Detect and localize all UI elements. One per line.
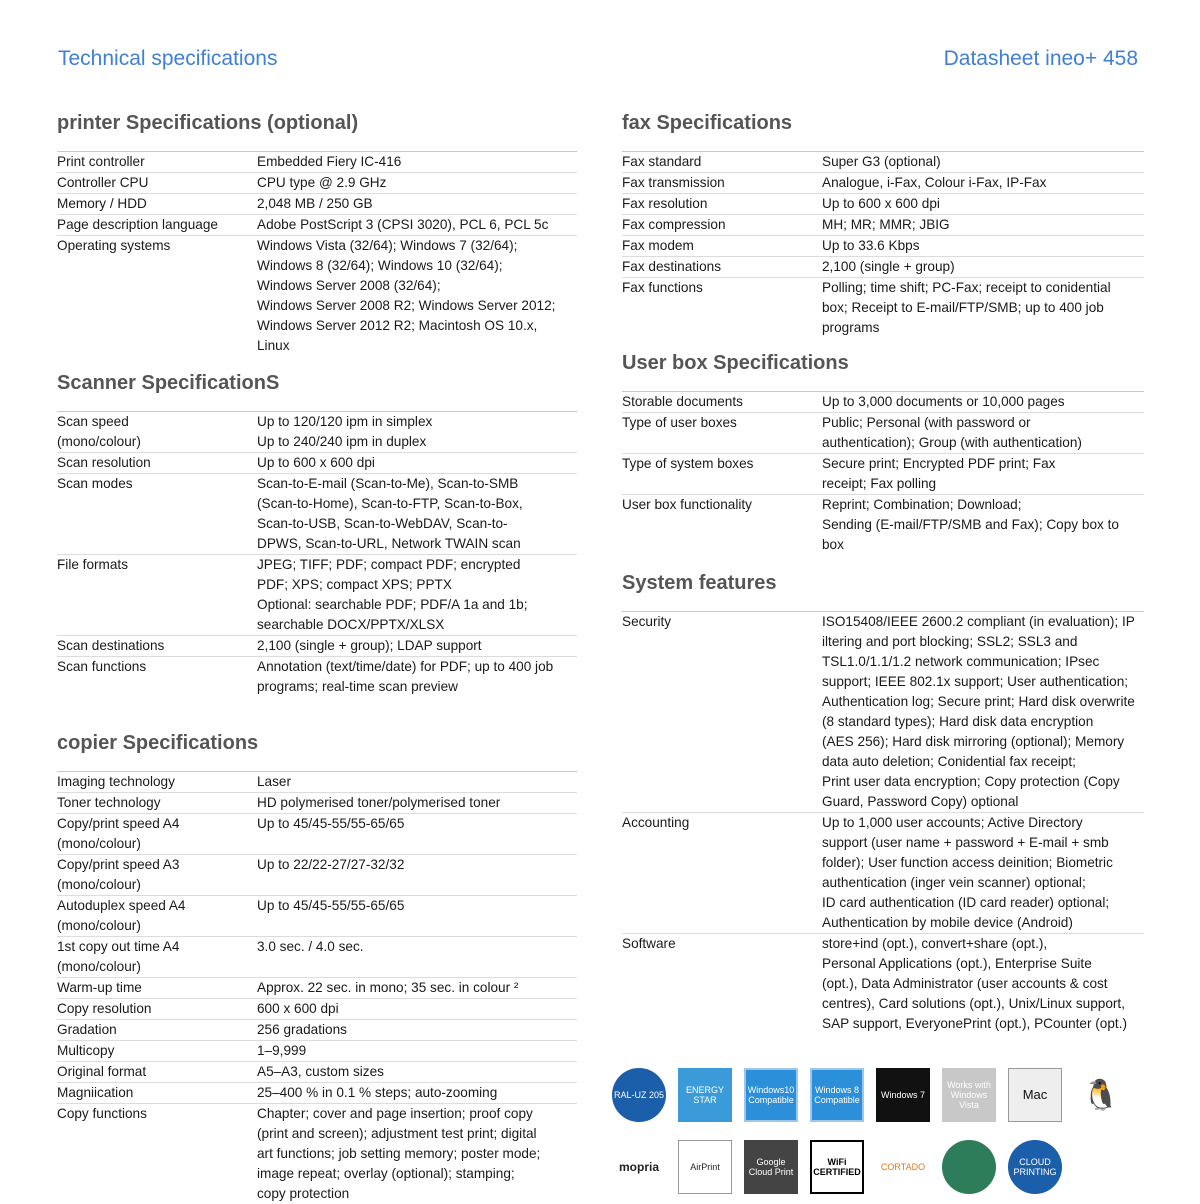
spec-row bbox=[57, 474, 577, 555]
mac-logo bbox=[1008, 1068, 1062, 1122]
logo-label: Mac bbox=[1022, 1087, 1048, 1102]
spec-label: Memory / HDD bbox=[57, 196, 147, 211]
logo-row bbox=[612, 1140, 1074, 1194]
spec-value: 3.0 sec. / 4.0 sec. bbox=[257, 939, 364, 954]
google-cloud-print-logo bbox=[744, 1140, 798, 1194]
spec-row bbox=[622, 495, 1144, 555]
spec-value: Up to 1,000 user accounts; Active Directory support (user name + password + E-mail + smb folder); User function access deinition; Biometric authentication (inger vein scanner) optional; ID card authentication (ID card reader) optional; Authentication by mobile device (Android) bbox=[822, 815, 1113, 930]
spec-row bbox=[57, 215, 577, 236]
spec-row bbox=[57, 1104, 577, 1204]
spec-label: Type of system boxes bbox=[622, 456, 754, 471]
spec-value: JPEG; TIFF; PDF; compact PDF; encrypted PDF; XPS; compact XPS; PPTX Optional: searchable PDF; PDF/A 1a and 1b; searchable DOCX/PPTX/XLSX bbox=[257, 557, 528, 632]
spec-label: Scan resolution bbox=[57, 455, 151, 470]
logo-label: CLOUD PRINTING bbox=[1013, 1157, 1057, 1177]
spec-label: Toner technology bbox=[57, 795, 161, 810]
spec-value: Secure print; Encrypted PDF print; Fax receipt; Fax polling bbox=[822, 456, 1056, 491]
eco-friendly-logo bbox=[942, 1140, 996, 1194]
spec-table bbox=[622, 611, 1144, 1034]
section-title: System features bbox=[622, 572, 777, 594]
spec-row bbox=[57, 999, 577, 1020]
spec-label: Accounting bbox=[622, 815, 690, 830]
spec-label: Fax compression bbox=[622, 217, 726, 232]
printer-section bbox=[57, 111, 577, 356]
spec-row bbox=[622, 278, 1144, 338]
spec-label: Copy/print speed A3 (mono/colour) bbox=[57, 857, 180, 892]
userbox-section bbox=[622, 351, 1144, 555]
spec-value: Adobe PostScript 3 (CPSI 3020), PCL 6, PCL 5c bbox=[257, 217, 549, 232]
logo-label: Windows10 Compatible bbox=[747, 1085, 795, 1105]
page-header-right: Datasheet ineo+ 458 bbox=[943, 47, 1138, 70]
spec-label: Gradation bbox=[57, 1022, 117, 1037]
logo-label: Windows 8 Compatible bbox=[814, 1085, 860, 1105]
scanner-section bbox=[57, 371, 577, 697]
spec-value: Analogue, i-Fax, Colour i-Fax, IP-Fax bbox=[822, 175, 1047, 190]
spec-value: Polling; time shift; PC-Fax; receipt to conidential box; Receipt to E-mail/FTP/SMB; up to 400 job programs bbox=[822, 280, 1111, 335]
logo-row bbox=[612, 1068, 1140, 1122]
logo-label: Works with Windows Vista bbox=[947, 1080, 991, 1110]
spec-value: store+ind (opt.), convert+share (opt.), Personal Applications (opt.), Enterprise Suite (opt.), Data Administrator (user accounts & cost centres), Card solutions (opt.), Unix/Linux support, SAP support, EveryonePrint (opt.), PCounter (opt.) bbox=[822, 936, 1127, 1031]
spec-row bbox=[622, 215, 1144, 236]
spec-value: Up to 600 x 600 dpi bbox=[257, 455, 375, 470]
spec-value: ISO15408/IEEE 2600.2 compliant (in evaluation); IP iltering and port blocking; SSL2; SSL3 and TSL1.0/1.1/1.2 network communication; IPsec support; IEEE 802.1x support; User authentication; Authentication log; Secure print; Hard disk overwrite (8 standard types); Hard disk data encryption (AES 256); Hard disk mirroring (optional); Memory data auto deletion; Conidential fax receipt; Print user data encryption; Copy protection (Copy Guard, Password Copy) optional bbox=[822, 614, 1135, 809]
spec-row bbox=[622, 194, 1144, 215]
spec-table bbox=[622, 151, 1144, 338]
spec-label: Copy/print speed A4 (mono/colour) bbox=[57, 816, 180, 851]
spec-row bbox=[57, 412, 577, 453]
spec-label: Fax resolution bbox=[622, 196, 708, 211]
spec-label: Copy functions bbox=[57, 1106, 147, 1121]
logo-label: ENERGY STAR bbox=[685, 1085, 724, 1105]
spec-label: Fax standard bbox=[622, 154, 702, 169]
spec-label: Security bbox=[622, 614, 672, 629]
section-title: Scanner SpecificationS bbox=[57, 372, 280, 394]
spec-label: Fax modem bbox=[622, 238, 694, 253]
spec-row bbox=[57, 978, 577, 999]
spec-label: Fax functions bbox=[622, 280, 703, 295]
spec-row bbox=[57, 173, 577, 194]
spec-row bbox=[622, 152, 1144, 173]
spec-label: 1st copy out time A4 (mono/colour) bbox=[57, 939, 180, 974]
section-title: User box Specifications bbox=[622, 352, 849, 374]
spec-value: 2,100 (single + group); LDAP support bbox=[257, 638, 482, 653]
spec-value: 1–9,999 bbox=[257, 1043, 307, 1058]
spec-value: Up to 45/45-55/55-65/65 bbox=[257, 898, 405, 913]
cortado-logo bbox=[876, 1140, 930, 1194]
cloud-printing-logo bbox=[1008, 1140, 1062, 1194]
spec-row bbox=[57, 152, 577, 173]
spec-value: Annotation (text/time/date) for PDF; up to 400 job programs; real-time scan preview bbox=[257, 659, 554, 694]
windows8-logo bbox=[810, 1068, 864, 1122]
spec-value: 600 x 600 dpi bbox=[257, 1001, 339, 1016]
spec-value: Up to 120/120 ipm in simplex Up to 240/240 ipm in duplex bbox=[257, 414, 433, 449]
spec-row bbox=[57, 1020, 577, 1041]
spec-row bbox=[57, 657, 577, 697]
airprint-logo bbox=[678, 1140, 732, 1194]
spec-value: 2,100 (single + group) bbox=[822, 259, 955, 274]
spec-row bbox=[622, 612, 1144, 813]
spec-label: Scan functions bbox=[57, 659, 147, 674]
spec-row bbox=[57, 793, 577, 814]
spec-value: Up to 3,000 documents or 10,000 pages bbox=[822, 394, 1065, 409]
spec-value: Windows Vista (32/64); Windows 7 (32/64); Windows 8 (32/64); Windows 10 (32/64); Windows Server 2008 (32/64); Windows Server 2008 R2; Windows Server 2012; Windows Server 2012 R2; Macintosh OS 10.x, Linux bbox=[257, 238, 556, 353]
spec-row bbox=[57, 194, 577, 215]
page-header-left: Technical specifications bbox=[58, 47, 278, 70]
mopria-logo bbox=[612, 1140, 666, 1194]
spec-label: Type of user boxes bbox=[622, 415, 737, 430]
spec-row bbox=[57, 896, 577, 937]
spec-label: Fax transmission bbox=[622, 175, 725, 190]
logo-label: WiFi CERTIFIED bbox=[813, 1157, 861, 1177]
wifi-certified-logo bbox=[810, 1140, 864, 1194]
spec-row bbox=[57, 1083, 577, 1104]
spec-value: Up to 22/22-27/27-32/32 bbox=[257, 857, 405, 872]
spec-value: 256 gradations bbox=[257, 1022, 347, 1037]
spec-row bbox=[622, 392, 1144, 413]
spec-row bbox=[57, 453, 577, 474]
spec-label: Original format bbox=[57, 1064, 147, 1079]
spec-label: Warm-up time bbox=[57, 980, 142, 995]
spec-value: MH; MR; MMR; JBIG bbox=[822, 217, 950, 232]
logo-label: Windows 7 bbox=[880, 1090, 925, 1100]
energy-star-logo bbox=[678, 1068, 732, 1122]
spec-row bbox=[622, 454, 1144, 495]
system-section bbox=[622, 571, 1144, 1034]
spec-row bbox=[57, 1062, 577, 1083]
spec-label: Controller CPU bbox=[57, 175, 149, 190]
spec-row bbox=[57, 772, 577, 793]
spec-value: Up to 33.6 Kbps bbox=[822, 238, 920, 253]
spec-row bbox=[57, 236, 577, 356]
spec-value: Chapter; cover and page insertion; proof copy (print and screen); adjustment test print; digital art functions; job setting memory; poster mode; image repeat; overlay (optional); stamping; copy protection bbox=[257, 1106, 541, 1201]
fax-section bbox=[622, 111, 1144, 338]
spec-label: Operating systems bbox=[57, 238, 171, 253]
spec-label: Scan destinations bbox=[57, 638, 165, 653]
section-title: fax Specifications bbox=[622, 112, 793, 134]
spec-table bbox=[622, 391, 1144, 555]
spec-label: Scan modes bbox=[57, 476, 133, 491]
spec-value: 2,048 MB / 250 GB bbox=[257, 196, 373, 211]
spec-label: Storable documents bbox=[622, 394, 743, 409]
spec-value: Embedded Fiery IC-416 bbox=[257, 154, 402, 169]
spec-value: Public; Personal (with password or authentication); Group (with authentication) bbox=[822, 415, 1082, 450]
logo-label: mopria bbox=[618, 1160, 659, 1174]
section-title: printer Specifications (optional) bbox=[57, 112, 359, 134]
spec-row bbox=[622, 257, 1144, 278]
spec-table bbox=[57, 151, 577, 356]
linux-logo: 🐧 bbox=[1082, 1078, 1120, 1112]
spec-label: Software bbox=[622, 936, 676, 951]
windows7-logo bbox=[876, 1068, 930, 1122]
spec-label: Multicopy bbox=[57, 1043, 115, 1058]
windows10-logo bbox=[744, 1068, 798, 1122]
spec-value: Reprint; Combination; Download; Sending (E-mail/FTP/SMB and Fax); Copy box to box bbox=[822, 497, 1119, 552]
spec-label: Print controller bbox=[57, 154, 145, 169]
spec-row bbox=[57, 636, 577, 657]
logo-label: RAL-UZ 205 bbox=[613, 1090, 665, 1100]
spec-value: CPU type @ 2.9 GHz bbox=[257, 175, 387, 190]
spec-row bbox=[57, 937, 577, 978]
copier-section bbox=[57, 731, 577, 1204]
spec-label: Scan speed (mono/colour) bbox=[57, 414, 141, 449]
logo-label: CORTADO bbox=[880, 1162, 926, 1172]
spec-value: Approx. 22 sec. in mono; 35 sec. in colour ² bbox=[257, 980, 519, 995]
spec-row bbox=[622, 934, 1144, 1034]
spec-table bbox=[57, 771, 577, 1204]
spec-label: Magniication bbox=[57, 1085, 134, 1100]
spec-value: Laser bbox=[257, 774, 292, 789]
spec-value: Up to 45/45-55/55-65/65 bbox=[257, 816, 405, 831]
spec-row bbox=[57, 814, 577, 855]
spec-label: File formats bbox=[57, 557, 129, 572]
spec-row bbox=[57, 855, 577, 896]
spec-row bbox=[622, 413, 1144, 454]
spec-row bbox=[622, 813, 1144, 934]
spec-row bbox=[57, 555, 577, 636]
logo-label: Google Cloud Print bbox=[748, 1157, 794, 1177]
spec-row bbox=[57, 1041, 577, 1062]
logo-label: AirPrint bbox=[690, 1162, 720, 1172]
spec-value: Up to 600 x 600 dpi bbox=[822, 196, 940, 211]
blue-angel-logo bbox=[612, 1068, 666, 1122]
spec-value: A5–A3, custom sizes bbox=[257, 1064, 384, 1079]
spec-value: Scan-to-E-mail (Scan-to-Me), Scan-to-SMB (Scan-to-Home), Scan-to-FTP, Scan-to-Box, Scan-to-USB, Scan-to-WebDAV, Scan-to- DPWS, Scan-to-URL, Network TWAIN scan bbox=[257, 476, 523, 551]
spec-table bbox=[57, 411, 577, 697]
spec-row bbox=[622, 173, 1144, 194]
spec-label: Imaging technology bbox=[57, 774, 175, 789]
section-title: copier Specifications bbox=[57, 732, 259, 754]
spec-row bbox=[622, 236, 1144, 257]
spec-value: Super G3 (optional) bbox=[822, 154, 941, 169]
spec-label: Copy resolution bbox=[57, 1001, 152, 1016]
spec-value: 25–400 % in 0.1 % steps; auto-zooming bbox=[257, 1085, 498, 1100]
spec-label: User box functionality bbox=[622, 497, 752, 512]
spec-label: Fax destinations bbox=[622, 259, 721, 274]
spec-label: Autoduplex speed A4 (mono/colour) bbox=[57, 898, 186, 933]
spec-value: HD polymerised toner/polymerised toner bbox=[257, 795, 501, 810]
spec-label: Page description language bbox=[57, 217, 218, 232]
windows-vista-logo bbox=[942, 1068, 996, 1122]
